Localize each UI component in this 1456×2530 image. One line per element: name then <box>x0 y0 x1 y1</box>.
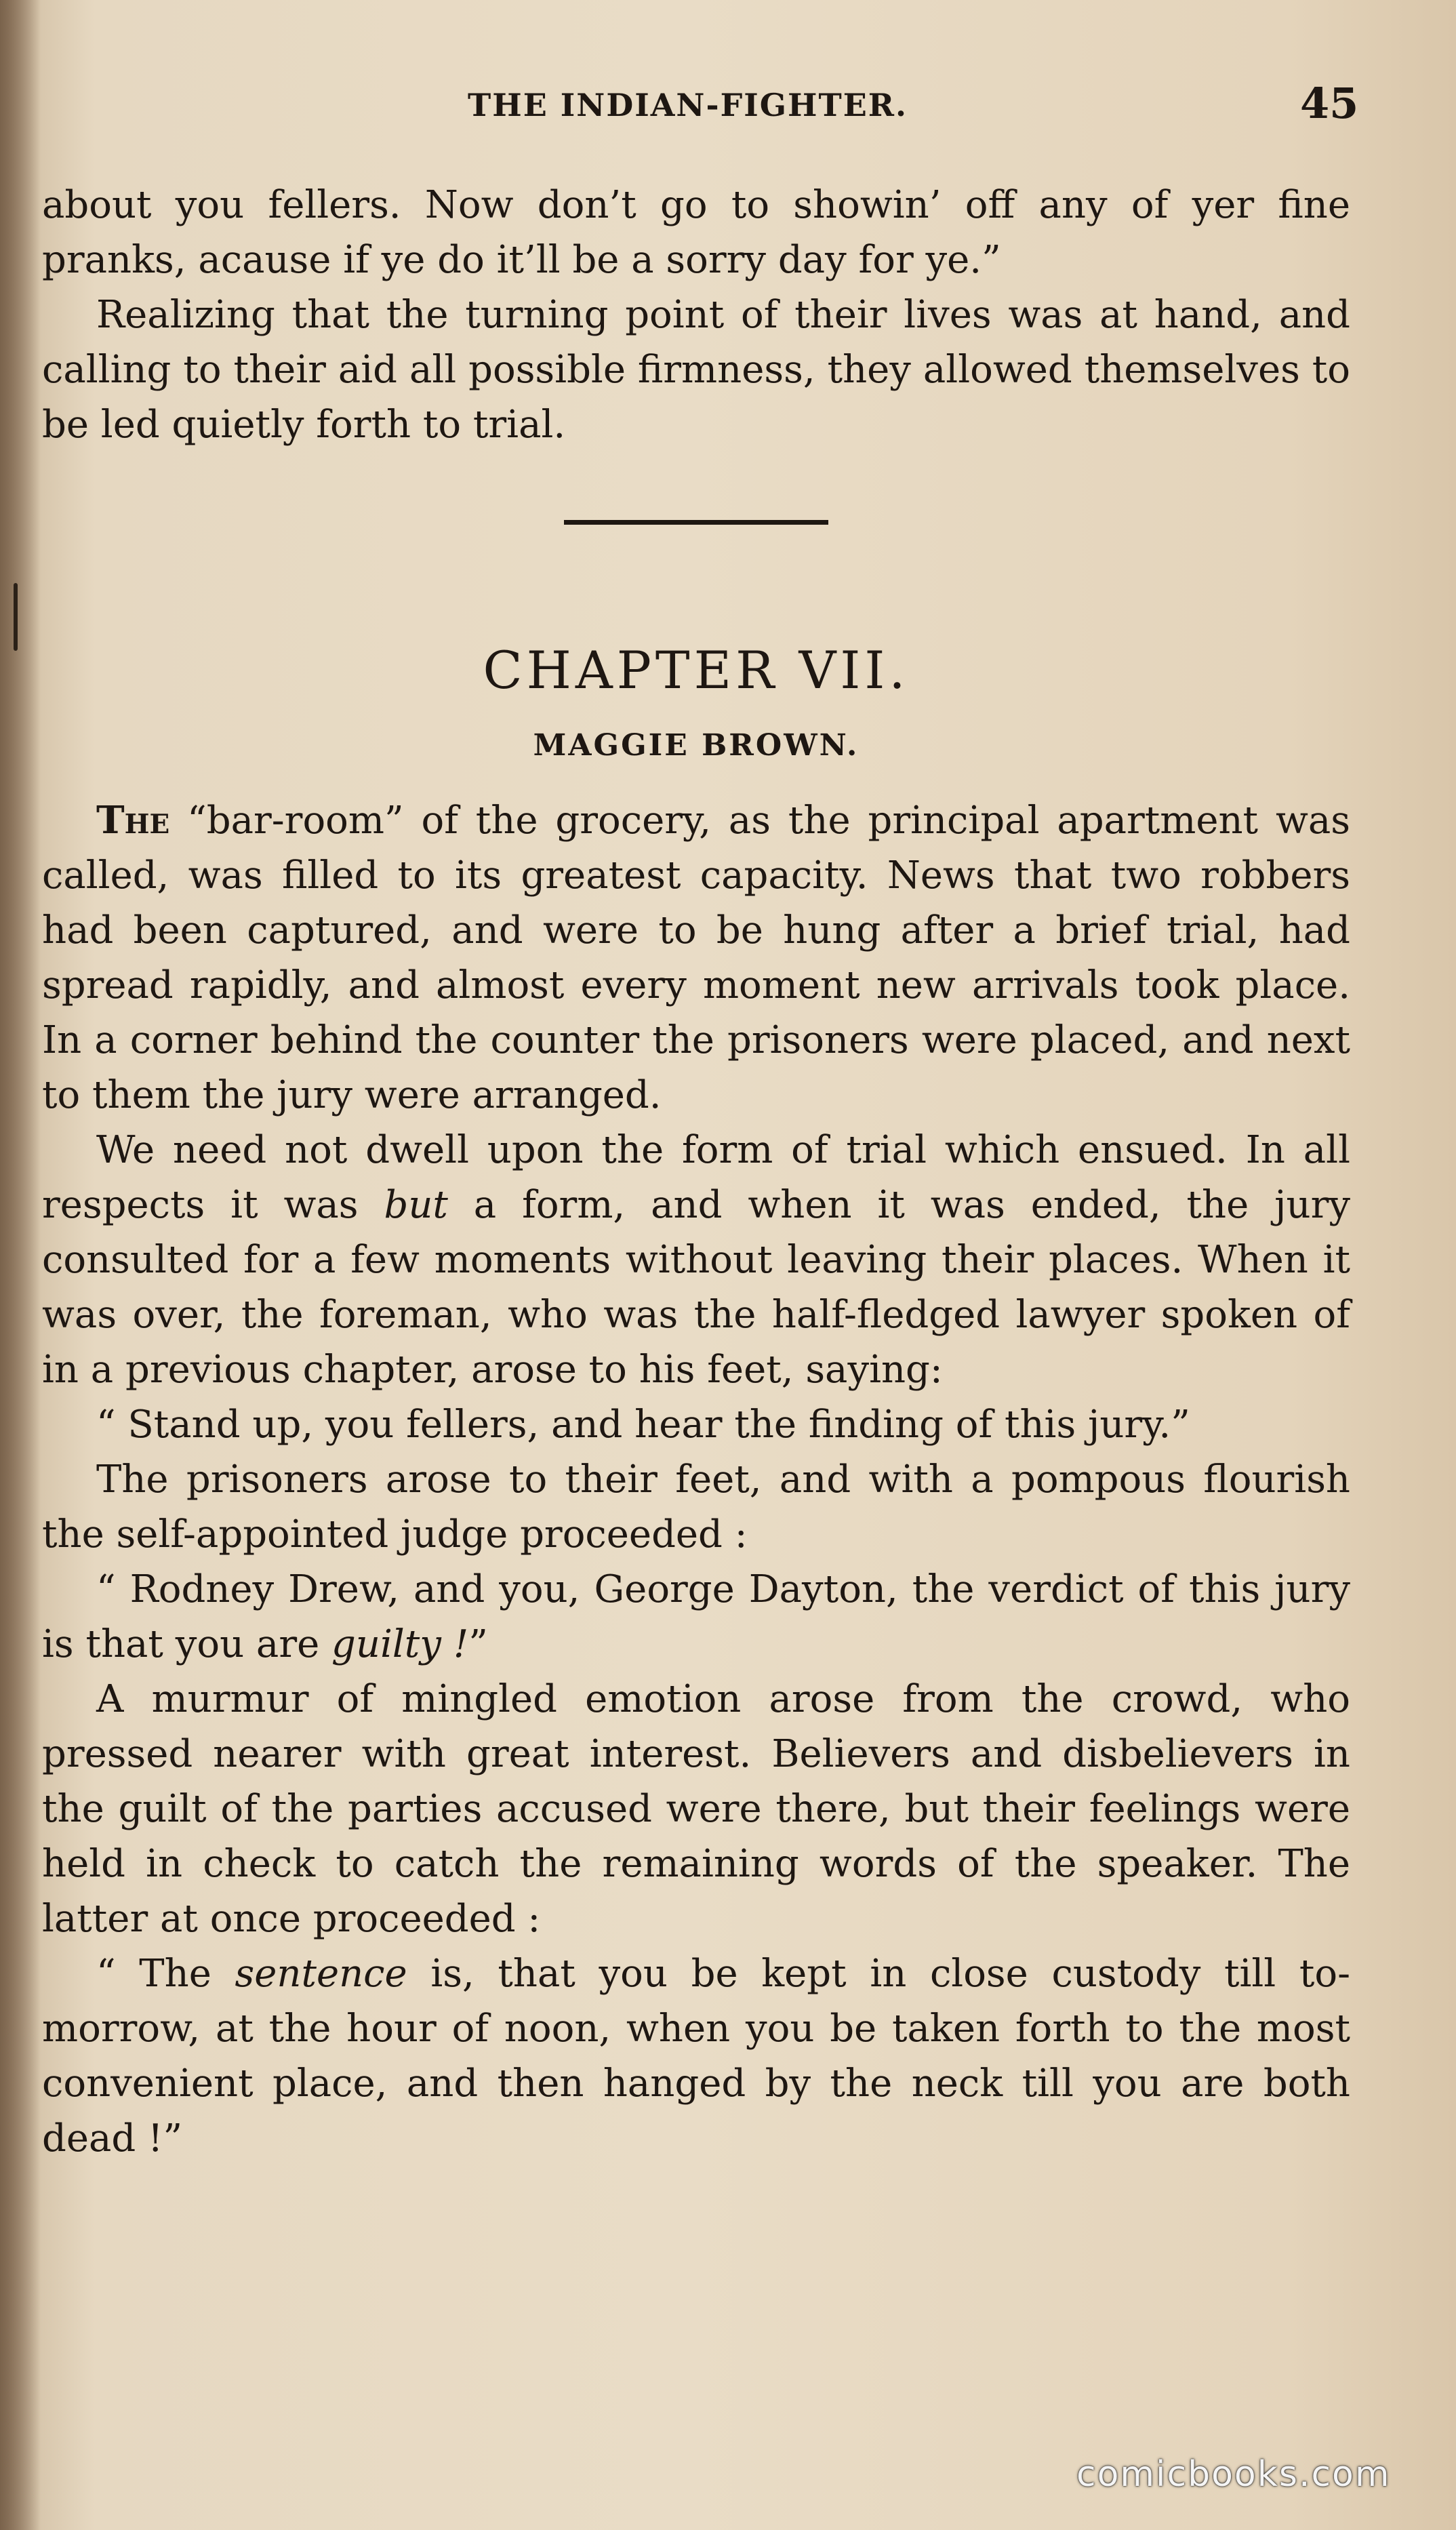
watermark: comicbooks.com <box>1076 2454 1391 2495</box>
emphasis: but <box>384 1183 448 1227</box>
page-number: 45 <box>1300 79 1359 128</box>
page-header <box>0 75 1456 129</box>
dialogue-paragraph: “ Stand up, you fellers, and hear the finding of this jury.” <box>96 1403 1190 1447</box>
lead-word: The <box>96 798 170 843</box>
paragraph-continuation: about you fellers. Now don’t go to showin’ off any of yer fine pranks, acause if ye do it’ll be a sorry day for ye.” <box>42 183 1350 282</box>
chapter-opening-paragraph <box>42 793 1350 1123</box>
paragraph-text: We need not dwell upon the form of trial which ensued. In all respects it was <box>42 1128 1350 1227</box>
paragraph: A murmur of mingled emotion arose from the crowd, who pressed nearer with great interest. Believers and disbelievers in the guilt of the parties accused were there, but their feelings were held in check to catch the remaining words of the speaker. The latter at once proceeded : <box>42 1677 1350 1941</box>
paragraph-text: “ The <box>96 1952 235 1996</box>
section-divider <box>564 520 828 525</box>
dialogue-paragraph <box>42 1562 1350 1672</box>
chapter-title: CHAPTER VII. <box>483 640 910 700</box>
paragraph: The prisoners arose to their feet, and with a pompous flourish the self-appointed judge proceeded : <box>42 1458 1350 1557</box>
page-text <box>42 178 1350 2166</box>
paragraph-text: is, that you be kept in close custody till to-morrow, at the hour of noon, when you be taken forth to the most convenient place, and then hanged by the neck till you are both dead !” <box>42 1952 1351 2161</box>
running-title: THE INDIAN-FIGHTER. <box>468 87 908 123</box>
emphasis: guilty ! <box>331 1622 469 1666</box>
chapter-subtitle: MAGGIE BROWN. <box>533 728 860 763</box>
dialogue-paragraph <box>42 1946 1350 2166</box>
paragraph-text: “bar-room” of the grocery, as the principal apartment was called, was filled to its greatest capacity. News that two robbers had been captured, and were to be hung after a brief trial, had spread rapidly, and almost every moment new arrivals took place. In a corner behind the counter the prisoners were placed, and next to them the jury were arranged. <box>42 799 1350 1117</box>
paragraph: Realizing that the turning point of their lives was at hand, and calling to their aid all possible firmness, they allowed themselves to be led quietly forth to trial. <box>42 293 1350 447</box>
paragraph-text: ” <box>468 1622 488 1666</box>
emphasis: sentence <box>235 1952 407 1996</box>
paragraph-text: a form, and when it was ended, the jury consulted for a few moments without leaving their places. When it was over, the foreman, who was the half-fledged lawyer spoken of in a previous chapter, arose to his feet, saying: <box>42 1183 1350 1392</box>
paragraph <box>42 1123 1350 1397</box>
binding-mark <box>14 583 18 651</box>
paragraph-text: “ Rodney Drew, and you, George Dayton, the verdict of this jury is that you are <box>42 1567 1350 1666</box>
